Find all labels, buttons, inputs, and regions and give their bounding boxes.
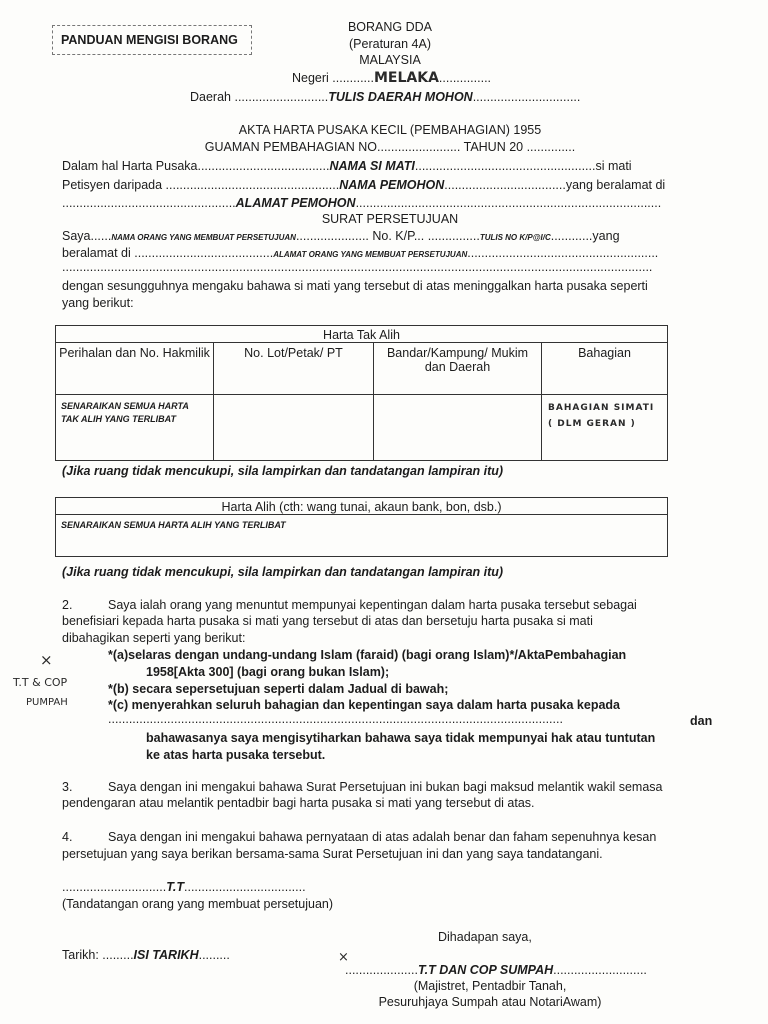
option-c-and: dan bbox=[690, 714, 713, 728]
para3-text1: Saya dengan ini mengakui bahawa Surat Persetujuan ini bukan bagi maksud melantik wakil semasa bbox=[108, 780, 663, 794]
para3-text2: pendengaran atau melantik pentadbir bagi harta pusaka si mati yang tersebut di atas. bbox=[62, 796, 535, 810]
option-c-line3: bahawasanya saya mengisytiharkan bahawa saya tidak mempunyai hak atau tuntutan bbox=[146, 731, 656, 745]
para2-text2: benefisiari kepada harta pusaka si mati yang tersebut di atas dan bersetuju harta pusaka si mati bbox=[62, 614, 593, 628]
district-label: Daerah ........................... bbox=[190, 90, 329, 104]
option-b: *(b) secara sepersetujuan seperti dalam Jadual di bawah; bbox=[108, 682, 449, 696]
state-label: Negeri ............ bbox=[292, 71, 374, 85]
movable-table bbox=[55, 497, 668, 557]
deceased-name: NAMA SI MATI bbox=[329, 159, 415, 173]
margin-x-mark: × bbox=[40, 651, 53, 669]
declarant-dots-line: .......................................................................................................................................................................... bbox=[62, 260, 653, 274]
district-line bbox=[190, 90, 580, 104]
signature-line bbox=[62, 880, 306, 894]
signature-prefix: .............................. bbox=[62, 880, 167, 894]
para2-num: 2. bbox=[62, 598, 73, 612]
immovable-row-desc: SENARAIKAN SEMUA HARTA TAK ALIH YANG TERLIBAT bbox=[61, 401, 189, 424]
signature-suffix: ................................... bbox=[184, 880, 306, 894]
declarant-addr-tail: ....................................................... bbox=[467, 246, 659, 260]
signature-caption: (Tandatangan orang yang membuat persetujuan) bbox=[62, 897, 334, 911]
movable-row-desc: SENARAIKAN SEMUA HARTA ALIH YANG TERLIBAT bbox=[61, 520, 286, 530]
declarant-address: ALAMAT ORANG YANG MEMBUAT PERSETUJUAN bbox=[273, 250, 468, 259]
para4-text1: Saya dengan ini mengakui bahawa pernyataan di atas adalah benar dan faham sepenuhnya kesan bbox=[108, 830, 657, 844]
margin-tt-cop: T.T & COP bbox=[13, 676, 68, 689]
option-a-line1: *(a)selaras dengan undang-undang Islam (faraid) (bagi orang Islam)*/AktaPembahagian bbox=[108, 648, 627, 662]
declarant-ic: TULIS NO K/P@I/C bbox=[479, 233, 551, 242]
applicant-address: ALAMAT PEMOHON bbox=[235, 196, 356, 210]
margin-pumpah: PUMPAH bbox=[26, 697, 68, 708]
col-header-share: Bahagian bbox=[542, 343, 668, 395]
witness-role-2: Pesuruhjaya Sumpah atau NotariAwam) bbox=[378, 995, 602, 1009]
para2-text3: dibahagikan seperti yang berikut: bbox=[62, 631, 246, 645]
date-label: Tarikh: ......... bbox=[62, 948, 134, 962]
petition-suffix: ...................................yang beralamat di bbox=[444, 178, 666, 192]
witness-value: T.T DAN COP SUMPAH bbox=[417, 963, 554, 977]
option-c-dots: ................................................................................................................................... bbox=[108, 712, 563, 726]
intro-text: dengan sesungguhnya mengaku bahawa si mati yang tersebut di atas meninggalkan harta pusaka seperti yang berikut: bbox=[62, 279, 648, 310]
share-note-2: ( DLM GERAN ) bbox=[548, 419, 636, 429]
form-country: MALAYSIA bbox=[359, 53, 421, 67]
witness-suffix: ........................... bbox=[553, 963, 647, 977]
para4-num: 4. bbox=[62, 830, 73, 844]
declarant-addr-prefix: beralamat di ........................................ bbox=[62, 246, 274, 260]
case-line: GUAMAN PEMBAHAGIAN NO........................ TAHUN 20 .............. bbox=[204, 140, 576, 154]
act-title: AKTA HARTA PUSAKA KECIL (PEMBAHAGIAN) 1955 bbox=[238, 123, 542, 137]
immovable-table bbox=[55, 325, 668, 461]
form-title: BORANG DDA bbox=[347, 20, 433, 34]
state-value: MELAKA bbox=[373, 70, 439, 86]
witness-line bbox=[345, 963, 647, 977]
witness-before: Dihadapan saya, bbox=[438, 930, 532, 944]
declarant-saya: Saya...... bbox=[62, 229, 112, 243]
address-line bbox=[62, 196, 661, 210]
attach-note-1: (Jika ruang tidak mencukupi, sila lampirkan dan tandatangan lampiran itu) bbox=[62, 464, 504, 478]
immovable-title: Harta Tak Alih bbox=[56, 326, 668, 343]
declarant-address-line bbox=[62, 246, 658, 260]
guide-label: PANDUAN MENGISI BORANG bbox=[61, 33, 238, 47]
immovable-lot-cell bbox=[214, 395, 374, 461]
state-line bbox=[292, 70, 491, 86]
address-prefix: .................................................. bbox=[62, 196, 236, 210]
col-header-lot: No. Lot/Petak/ PT bbox=[214, 343, 374, 395]
witness-prefix: ..................... bbox=[345, 963, 418, 977]
declarant-mid: ..................... No. K/P... ............... bbox=[295, 229, 480, 243]
applicant-name: NAMA PEMOHON bbox=[339, 178, 445, 192]
date-value: ISI TARIKH bbox=[133, 948, 199, 962]
estate-line bbox=[62, 159, 632, 173]
estate-prefix: Dalam hal Harta Pusaka...................................... bbox=[62, 159, 330, 173]
para3-num: 3. bbox=[62, 780, 73, 794]
form-rule: (Peraturan 4A) bbox=[349, 37, 431, 51]
declarant-line bbox=[62, 229, 620, 243]
col-header-title: Perihalan dan No. Hakmilik bbox=[56, 343, 214, 395]
district-value: TULIS DAERAH MOHON bbox=[328, 90, 473, 104]
declarant-tail: ............yang bbox=[550, 229, 620, 243]
guide-label-box bbox=[52, 25, 252, 55]
movable-title: Harta Alih (cth: wang tunai, akaun bank, bon, dsb.) bbox=[56, 498, 668, 515]
immovable-location-cell bbox=[374, 395, 542, 461]
petition-prefix: Petisyen daripada .................................................. bbox=[62, 178, 340, 192]
col-header-location: Bandar/Kampung/ Mukim dan Daerah bbox=[374, 343, 542, 395]
state-tail: ............... bbox=[438, 71, 492, 85]
option-a-line2: 1958[Akta 300] (bagi orang bukan Islam); bbox=[146, 665, 390, 679]
para4-text2: persetujuan yang saya berikan bersama-sama Surat Persetujuan ini dan yang saya tandatangani. bbox=[62, 847, 603, 861]
witness-x-mark: × bbox=[338, 950, 349, 965]
option-c-line4: ke atas harta pusaka tersebut. bbox=[146, 748, 326, 762]
para2-text1: Saya ialah orang yang menuntut mempunyai kepentingan dalam harta pusaka tersebut sebagai bbox=[108, 598, 637, 612]
witness-role-1: (Majistret, Pentadbir Tanah, bbox=[413, 979, 567, 993]
date-tail: ......... bbox=[198, 948, 230, 962]
date-line bbox=[62, 948, 230, 962]
petition-line bbox=[62, 178, 665, 192]
declarant-name: NAMA ORANG YANG MEMBUAT PERSETUJUAN bbox=[111, 233, 296, 242]
consent-title: SURAT PERSETUJUAN bbox=[321, 212, 459, 226]
district-tail: ............................... bbox=[472, 90, 581, 104]
signature-tt: T.T bbox=[166, 880, 185, 894]
share-note-1: BAHAGIAN SIMATI bbox=[548, 403, 655, 413]
option-c-line1: *(c) menyerahkan seluruh bahagian dan kepentingan saya dalam harta pusaka kepada bbox=[108, 698, 620, 712]
attach-note-2: (Jika ruang tidak mencukupi, sila lampirkan dan tandatangan lampiran itu) bbox=[62, 565, 504, 579]
estate-suffix: ....................................................si mati bbox=[414, 159, 632, 173]
address-suffix: ........................................................................................ bbox=[355, 196, 662, 210]
